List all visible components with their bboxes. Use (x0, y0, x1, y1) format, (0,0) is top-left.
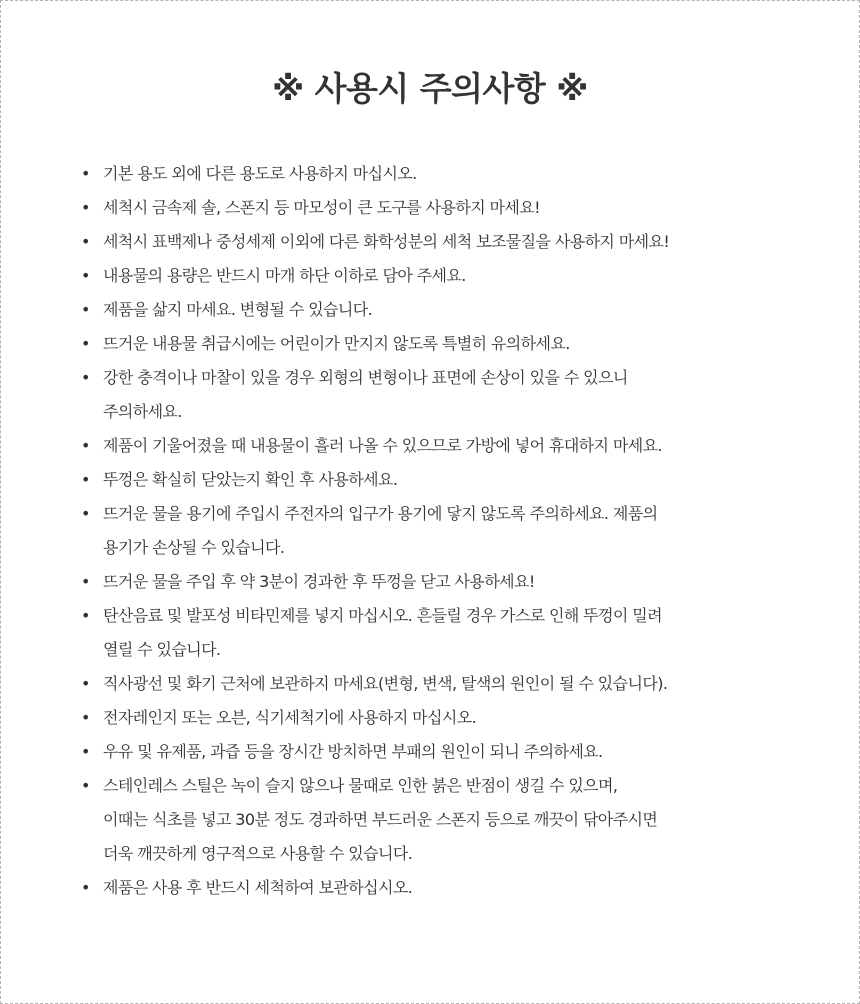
bullet-icon: • (81, 572, 90, 591)
list-item (79, 157, 809, 191)
list-item (79, 701, 809, 735)
list-item (79, 667, 809, 701)
list-item-text: 전자레인지 또는 오븐, 식기세척기에 사용하지 마십시오. (103, 708, 477, 727)
list-item (79, 871, 809, 905)
list-item-text: 우유 및 유제품, 과즙 등을 장시간 방치하면 부패의 원인이 되니 주의하세요. (103, 742, 603, 761)
list-item (79, 769, 809, 871)
list-item (79, 225, 809, 259)
list-item-text: 기본 용도 외에 다른 용도로 사용하지 마십시오. (103, 164, 417, 183)
list-item (79, 599, 809, 667)
list-item-text: 제품이 기울어졌을 때 내용물이 흘러 나올 수 있으므로 가방에 넣어 휴대하지 마세요. (103, 436, 662, 455)
bullet-icon: • (81, 436, 90, 455)
caution-list (79, 157, 809, 905)
list-item (79, 191, 809, 225)
list-item-text: 직사광선 및 화기 근처에 보관하지 마세요(변형, 변색, 탈색의 원인이 될 수 있습니다). (103, 674, 668, 693)
list-item-text: 더욱 깨끗하게 영구적으로 사용할 수 있습니다. (103, 844, 413, 863)
list-item (79, 361, 809, 429)
bullet-icon: • (81, 674, 90, 693)
list-item-text: 이때는 식초를 넣고 30분 정도 경과하면 부드러운 스폰지 등으로 깨끗이 닦아주시면 (103, 810, 658, 829)
list-item-text: 열릴 수 있습니다. (103, 640, 221, 659)
bullet-icon: • (81, 878, 90, 897)
list-item-text: 뚜껑은 확실히 닫았는지 확인 후 사용하세요. (103, 470, 398, 489)
list-item (79, 293, 809, 327)
bullet-icon: • (81, 742, 90, 761)
list-item (79, 735, 809, 769)
list-item-text: 세척시 표백제나 중성세제 이외에 다른 화학성분의 세척 보조물질을 사용하지 마세요! (103, 232, 670, 251)
list-item-text: 제품을 삶지 마세요. 변형될 수 있습니다. (103, 300, 373, 319)
list-item (79, 327, 809, 361)
bullet-icon: • (81, 368, 90, 387)
list-item (79, 565, 809, 599)
bullet-icon: • (81, 776, 90, 795)
list-item (79, 497, 809, 565)
list-item-text: 세척시 금속제 솔, 스폰지 등 마모성이 큰 도구를 사용하지 마세요! (103, 198, 540, 217)
list-item-text: 강한 충격이나 마찰이 있을 경우 외형의 변형이나 표면에 손상이 있을 수 있으니 (103, 368, 628, 387)
bullet-icon: • (81, 606, 90, 625)
list-item-text: 뜨거운 물을 용기에 주입시 주전자의 입구가 용기에 닿지 않도록 주의하세요. 제품의 (103, 504, 658, 523)
list-item-text: 용기가 손상될 수 있습니다. (103, 538, 285, 557)
list-item-text: 주의하세요. (103, 402, 182, 421)
list-item-text: 뜨거운 내용물 취급시에는 어린이가 만지지 않도록 특별히 유의하세요. (103, 334, 570, 353)
bullet-icon: • (81, 504, 90, 523)
page-title: ※ 사용시 주의사항 ※ (272, 69, 588, 108)
bullet-icon: • (81, 300, 90, 319)
bullet-icon: • (81, 708, 90, 727)
bullet-icon: • (81, 334, 90, 353)
list-item-text: 스테인레스 스틸은 녹이 슬지 않으나 물때로 인한 붉은 반점이 생길 수 있으며, (103, 776, 618, 795)
bullet-icon: • (81, 198, 90, 217)
list-item (79, 259, 809, 293)
bullet-icon: • (81, 470, 90, 489)
bullet-icon: • (81, 232, 90, 251)
list-item-text: 탄산음료 및 발포성 비타민제를 넣지 마십시오. 흔들릴 경우 가스로 인해 뚜껑이 밀려 (103, 606, 662, 625)
list-item-text: 내용물의 용량은 반드시 마개 하단 이하로 담아 주세요. (103, 266, 466, 285)
list-item (79, 429, 809, 463)
list-item-text: 제품은 사용 후 반드시 세척하여 보관하십시오. (103, 878, 413, 897)
bullet-icon: • (81, 164, 90, 183)
list-item (79, 463, 809, 497)
list-item-text: 뜨거운 물을 주입 후 약 3분이 경과한 후 뚜껑을 닫고 사용하세요! (103, 572, 535, 591)
bullet-icon: • (81, 266, 90, 285)
